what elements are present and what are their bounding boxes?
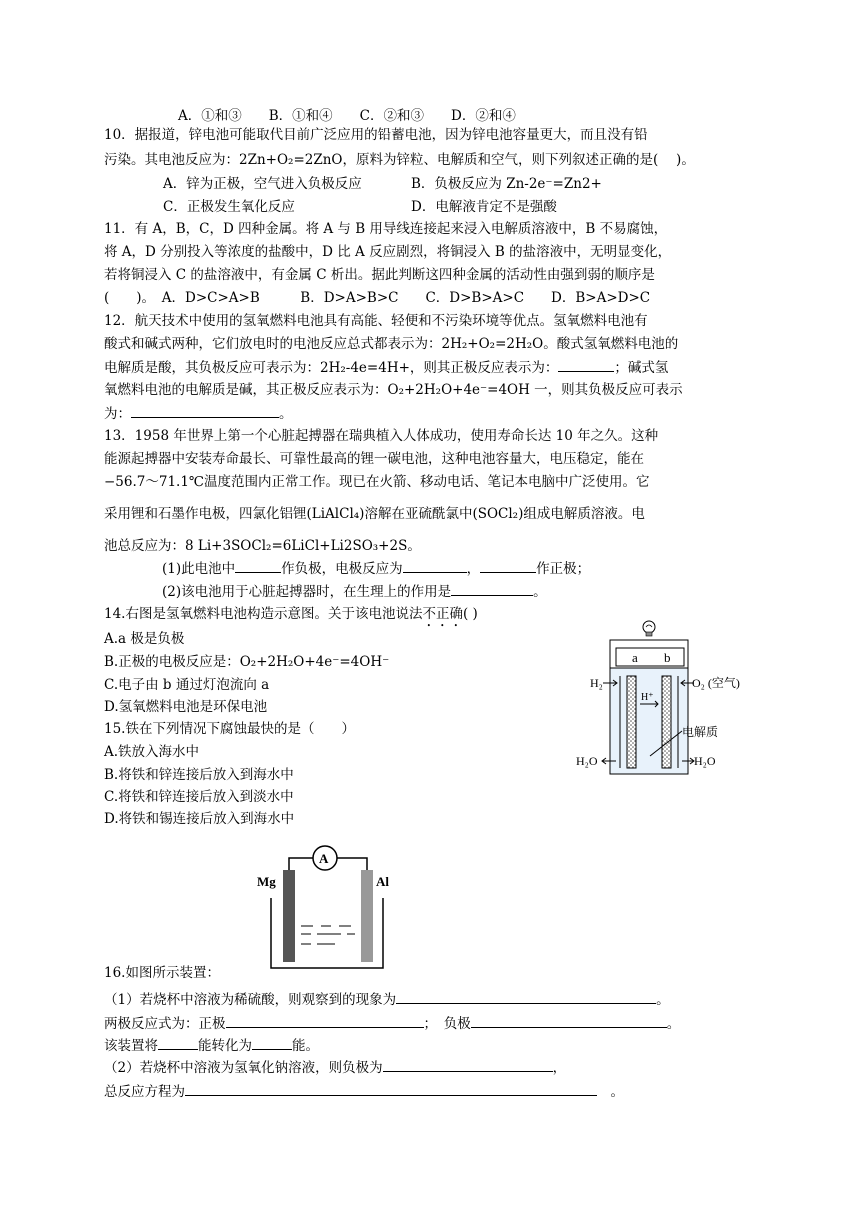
ammeter-label: A: [319, 851, 329, 866]
q11-line1: 11．有 A，B，C，D 四种金属。将 A 与 B 用导线连接起来浸入电解质溶液中，B 不易腐蚀，: [104, 221, 668, 237]
q13-line5: 池总反应为：8 Li+3SOCl₂=6LiCl+Li2SO₃+2S。: [104, 538, 421, 554]
q11-line3: 若将铜浸入 C 的盐溶液中，有金属 C 析出。据此判断这四种金属的活动性由强到弱的顺序是: [104, 267, 655, 283]
q15-option-b: B.将铁和锌连接后放入到海水中: [104, 767, 294, 783]
q13-sub1: (1)此电池中 作负极，电极反应为 ， 作正极；: [162, 558, 590, 579]
q10-option-c: C．正极发生氧化反应: [163, 199, 295, 215]
q14-option-d: D.氢氧燃料电池是环保电池: [104, 699, 268, 715]
light-bulb-icon: [643, 621, 655, 636]
label-mg: Mg: [257, 874, 276, 889]
terminal-box: [616, 648, 684, 666]
label-h2o-right: H₂O: [694, 754, 716, 768]
q13-sub2: (2)该电池用于心脏起搏器时，在生理上的作用是 。: [162, 581, 547, 602]
al-electrode: [361, 870, 373, 962]
anode-electrode: [627, 676, 636, 768]
fuel-cell-diagram: [570, 616, 760, 776]
q16-electrode-reactions: 两极反应式为：正极 ； 负极 。: [104, 1013, 680, 1034]
q12-line2: 酸式和碱式两种，它们放电时的电池反应总式都表示为：2H₂+O₂=2H₂O。酸式氢氧燃料电池的: [104, 336, 679, 352]
q10-line2: 污染。其电池反应为：2Zn+O₂=2ZnO，原料为锌粒、电解质和空气，则下列叙述正确的是( )。: [104, 152, 695, 168]
label-electrolyte: 电解质: [682, 725, 719, 739]
q16-total-equation: 总反应方程为 。: [104, 1081, 624, 1102]
q16-stem: 16.如图所示装置：: [104, 965, 220, 981]
q14-stem: 14.右图是氢氧燃料电池构造示意图。关于该电池说法不正确( ): [104, 606, 478, 622]
q15-option-c: C.将铁和锌连接后放入到淡水中: [104, 789, 294, 805]
q15-stem: 15.铁在下列情况下腐蚀最快的是（ ）: [104, 721, 355, 737]
q13-line1: 13．1958 年世界上第一个心脏起搏器在瑞典植入人体成功，使用寿命长达 10 年之久。这种: [104, 428, 659, 444]
q11-line4: ( )。 A．D>C>A>B B．D>A>B>C C．D>B>A>C D．B>A>D>C: [104, 290, 651, 306]
q10-option-d: D．电解液肯定不是强酸: [411, 199, 557, 215]
label-h2: H₂: [590, 676, 603, 690]
q12-line3: 电解质是酸，其负极反应可表示为：2H₂-4e=4H+，则其正极反应表示为： ；碱式氢: [104, 357, 668, 378]
mg-electrode: [283, 870, 295, 962]
label-hplus: H⁺: [641, 692, 654, 703]
q10-line1: 10．据报道，锌电池可能取代目前广泛应用的铅蓄电池，因为锌电池容量更大，而且没有铅: [104, 127, 648, 143]
q14-option-b: B.正极的电极反应是：O₂+2H₂O+4e⁻=4OH⁻: [104, 654, 390, 670]
cell-vessel: [610, 668, 688, 774]
q10-option-b: B．负极反应为 Zn-2e⁻=Zn2+: [411, 176, 602, 192]
label-o2-air: O₂ (空气): [692, 676, 740, 690]
q16-part1: （1）若烧杯中溶液为稀硫酸，则观察到的现象为 。: [104, 989, 670, 1010]
q10-option-a: A．锌为正极，空气进入负极反应: [163, 176, 362, 192]
q13-line4: 采用锂和石墨作电极，四氯化铝锂(LiAlCl₄)溶解在亚硫酰氯中(SOCl₂)组成电解质溶液。电: [104, 506, 645, 522]
galvanic-cell-diagram: [255, 842, 395, 972]
label-al: Al: [376, 874, 389, 889]
q15-option-d: D.将铁和锡连接后放入到海水中: [104, 811, 295, 827]
q16-part2: （2）若烧杯中溶液为氢氧化钠溶液，则负极为 ，: [104, 1057, 566, 1078]
q12-line1: 12．航天技术中使用的氢氧燃料电池具有高能、轻便和不污染环境等优点。氢氧燃料电池有: [104, 313, 648, 329]
q12-line4: 氧燃料电池的电解质是碱，其正极反应表示为：O₂+2H₂O+4e⁻=4OH 一，则其负极反应可表示: [104, 382, 683, 398]
q13-line2: 能源起搏器中安装寿命最长、可靠性最高的锂一碳电池，这种电池容量大，电压稳定，能在: [104, 451, 644, 467]
q14-option-a: A.a 极是负极: [104, 631, 185, 647]
label-a: a: [632, 650, 638, 665]
label-b: b: [664, 650, 671, 665]
label-h2o-left: H₂O: [576, 754, 598, 768]
q11-line2: 将 A，D 分别投入等浓度的盐酸中，D 比 A 反应剧烈，将铜浸入 B 的盐溶液中，无明显变化，: [104, 244, 672, 260]
q12-line5: 为： 。: [104, 403, 293, 424]
q15-option-a: A.铁放入海水中: [104, 744, 200, 760]
emphasis-not-correct: 不正确: [422, 606, 463, 622]
q16-energy-conversion: 该装置将 能转化为 能。: [104, 1035, 319, 1056]
q13-line3: −56.7～71.1℃温度范围内正常工作。现已在火箭、移动电话、笔记本电脑中广泛使用。它: [104, 474, 650, 490]
cathode-electrode: [662, 676, 671, 768]
q9-options: A．①和③ B．①和④ C．②和③ D．②和④: [178, 108, 516, 124]
q14-option-c: C.电子由 b 通过灯泡流向 a: [104, 677, 270, 693]
